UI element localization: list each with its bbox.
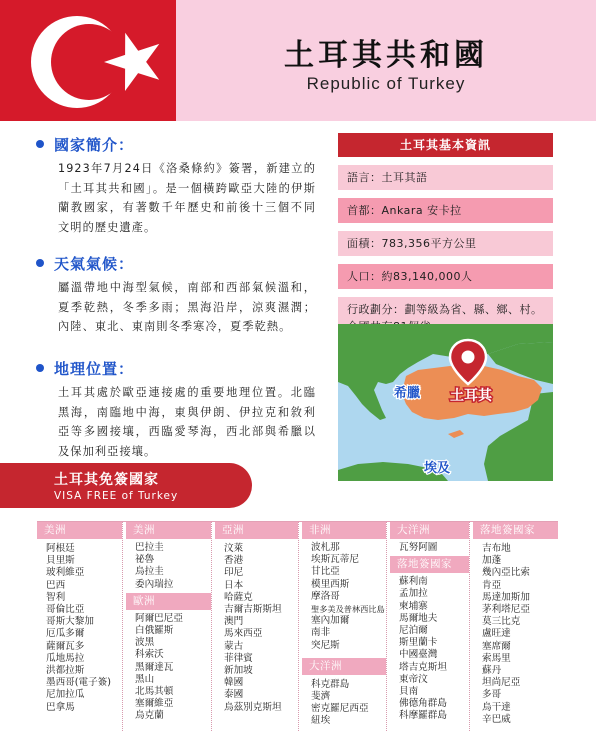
country-item: 科克群島 <box>311 678 350 690</box>
country-item: 尼泊爾 <box>399 625 428 637</box>
section-title: 國家簡介： <box>54 135 135 154</box>
country-item: 厄瓜多爾 <box>46 628 85 640</box>
country-item: 東帝汶 <box>399 673 428 685</box>
country-item: 佛德角群島 <box>399 698 447 710</box>
region-header: 美洲 <box>37 522 122 539</box>
country-item: 香港 <box>224 555 244 567</box>
info-language: 語言：土耳其語 <box>338 165 553 190</box>
country-item: 斐濟 <box>311 691 331 703</box>
country-item: 瓜地馬拉 <box>46 652 85 664</box>
visa-column <box>37 522 123 731</box>
country-item: 塞內加爾 <box>311 615 350 627</box>
country-item: 密克羅尼西亞 <box>311 703 369 715</box>
region-header: 大洋洲 <box>302 658 386 675</box>
country-item: 加蓬 <box>482 555 502 567</box>
section-title: 天氣氣候： <box>54 254 135 273</box>
info-population: 人口：約83,140,000人 <box>338 264 553 289</box>
country-item: 黑爾達瓦 <box>135 661 174 673</box>
header <box>0 0 596 121</box>
country-item: 祕魯 <box>135 554 155 566</box>
country-item: 波黑 <box>135 637 155 649</box>
info-capital: 首都：Ankara 安卡拉 <box>338 198 553 223</box>
bullet-dot-icon <box>36 259 44 267</box>
country-item: 辛巴威 <box>482 713 511 725</box>
region-header: 非洲 <box>302 522 386 539</box>
country-item: 菲律賓 <box>224 652 253 664</box>
country-item: 尼加拉瓜 <box>46 689 85 701</box>
map-illustration <box>338 324 553 481</box>
country-item: 巴拉圭 <box>135 542 164 553</box>
visa-column <box>390 522 470 731</box>
country-item: 蘇利南 <box>399 576 428 588</box>
title-banner <box>176 0 596 121</box>
country-item: 紐埃 <box>311 715 331 727</box>
country-item: 馬達加斯加 <box>482 591 530 603</box>
country-item: 貝南 <box>399 686 419 698</box>
country-item: 汶萊 <box>224 543 244 554</box>
country-item: 南非 <box>311 627 331 639</box>
visa-column <box>215 522 299 731</box>
basic-info-box <box>338 133 553 339</box>
region-header: 美洲 <box>126 522 211 539</box>
visa-country-table <box>37 521 558 730</box>
section-body: 1923年7月24日《洛桑條約》簽署，新建立的「土耳其共和國」。是一個橫跨歐亞大陸的伊斯蘭教國家，有著數千年歷史和前後十三個不同文明的歷史遺產。 <box>58 162 316 234</box>
region-header: 亞洲 <box>215 522 298 539</box>
country-item: 盧旺達 <box>482 628 511 640</box>
country-item: 智利 <box>46 591 66 603</box>
region-header: 歐洲 <box>126 593 211 610</box>
info-area: 面積：783,356平方公里 <box>338 231 553 256</box>
country-item: 多哥 <box>482 689 502 701</box>
turkey-flag <box>0 0 176 121</box>
country-item: 馬來西亞 <box>224 628 263 640</box>
country-item: 塞爾維亞 <box>135 698 174 710</box>
country-item: 突尼斯 <box>311 639 340 651</box>
country-item: 吉爾吉斯斯坦 <box>224 604 282 616</box>
visa-column <box>126 522 212 731</box>
country-item: 柬埔寨 <box>399 600 428 612</box>
page-subtitle: Republic of Turkey <box>306 74 466 93</box>
map-label-turkey: 土耳其 <box>450 388 492 404</box>
country-item: 波札那 <box>311 542 340 553</box>
country-item: 墨西哥(電子簽) <box>46 677 112 689</box>
country-item: 委內瑞拉 <box>135 578 174 590</box>
bullet-dot-icon <box>36 140 44 148</box>
visa-banner <box>0 463 252 508</box>
country-item: 甘比亞 <box>311 566 340 578</box>
region-header: 落地簽國家 <box>473 522 558 539</box>
turkey-map <box>338 324 553 481</box>
country-item: 巴西 <box>46 579 66 591</box>
country-item: 聖多美及普林西比島 <box>311 604 385 615</box>
country-item: 阿根廷 <box>46 543 75 554</box>
country-item: 斯里蘭卡 <box>399 637 438 649</box>
country-item: 坦尚尼亞 <box>482 677 521 689</box>
country-item: 哈薩克 <box>224 591 253 603</box>
section-body: 屬溫帶地中海型氣候，南部和西部氣候溫和，夏季乾熱，冬季多雨；黑海沿岸，涼爽濕潤；內陸、東北、東南則冬季寒冷，夏季乾熱。 <box>58 281 316 333</box>
country-item: 北馬其頓 <box>135 686 174 698</box>
country-item: 中國臺灣 <box>399 649 438 661</box>
country-item: 白俄羅斯 <box>135 625 174 637</box>
country-item: 孟加拉 <box>399 588 428 600</box>
country-item: 莫三比克 <box>482 616 521 628</box>
region-header: 大洋洲 <box>390 522 469 539</box>
visa-column <box>473 522 558 731</box>
country-item: 印尼 <box>224 567 244 579</box>
bullet-dot-icon <box>36 364 44 372</box>
country-item: 瓦努阿圖 <box>399 542 438 553</box>
visa-column <box>302 522 387 731</box>
country-item: 科摩羅群島 <box>399 710 447 722</box>
visa-title: 土耳其免簽國家 <box>54 472 159 488</box>
section-geography <box>36 357 316 461</box>
visa-subtitle: VISA FREE of Turkey <box>54 490 179 502</box>
country-item: 烏拉圭 <box>135 566 164 578</box>
country-item: 埃斯瓦蒂尼 <box>311 554 359 566</box>
info-title: 土耳其基本資訊 <box>338 133 553 157</box>
country-item: 貝里斯 <box>46 555 75 567</box>
country-item: 肯亞 <box>482 579 502 591</box>
country-item: 吉布地 <box>482 543 511 554</box>
section-overview <box>36 133 316 237</box>
country-item: 哥斯大黎加 <box>46 616 94 628</box>
country-item: 烏茲別克斯坦 <box>224 701 282 713</box>
page-title: 土耳其共和國 <box>284 38 488 73</box>
country-item: 新加坡 <box>224 665 253 677</box>
country-item: 泰國 <box>224 689 244 701</box>
country-item: 摩洛哥 <box>311 590 340 602</box>
country-item: 蘇丹 <box>482 665 502 677</box>
section-body: 土耳其處於歐亞連接處的重要地理位置。北臨黑海，南臨地中海，東與伊朗、伊拉克和敘利亞等多國接壤，西臨愛琴海，西北部與希臘以及保加利亞接壤。 <box>58 386 316 458</box>
region-header: 落地簽國家 <box>390 556 469 573</box>
country-item: 哥倫比亞 <box>46 604 85 616</box>
country-item: 模里西斯 <box>311 578 350 590</box>
country-item: 日本 <box>224 579 244 591</box>
country-item: 科索沃 <box>135 649 164 661</box>
country-item: 黑山 <box>135 673 155 685</box>
country-item: 塞席爾 <box>482 640 511 652</box>
country-item: 烏干達 <box>482 701 511 713</box>
country-item: 烏克蘭 <box>135 710 164 722</box>
country-item: 薩爾瓦多 <box>46 640 85 652</box>
map-label-egypt: 埃及 <box>424 461 451 476</box>
country-item: 蒙古 <box>224 640 244 652</box>
country-item: 澳門 <box>224 616 244 628</box>
country-item: 塔吉克斯坦 <box>399 661 447 673</box>
country-item: 洪都拉斯 <box>46 665 85 677</box>
section-title: 地理位置： <box>54 359 135 378</box>
country-item: 韓國 <box>224 677 244 689</box>
country-item: 阿爾巴尼亞 <box>135 612 183 624</box>
map-label-greece: 希臘 <box>394 386 421 401</box>
country-item: 幾內亞比索 <box>482 567 530 579</box>
country-item: 茅利塔尼亞 <box>482 604 530 616</box>
country-item: 巴拿馬 <box>46 701 75 713</box>
country-item: 索馬里 <box>482 652 511 664</box>
country-item: 玻利維亞 <box>46 567 85 579</box>
crescent-star-icon <box>0 0 176 121</box>
section-climate <box>36 252 316 337</box>
country-item: 馬爾地夫 <box>399 612 438 624</box>
info-divisions: 行政劃分：劃等級為省、縣、鄉、村。 <box>338 297 553 339</box>
